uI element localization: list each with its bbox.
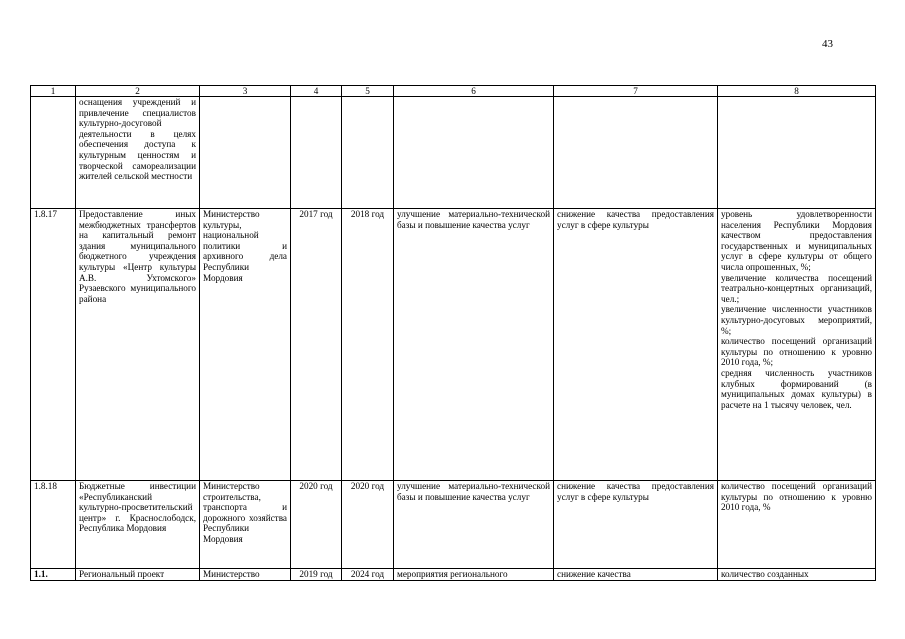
row-number: 1.8.17 — [31, 209, 76, 481]
indicator-line: количество посещений организаций культуры по отношению к уровню 2010 года, %; — [721, 336, 872, 368]
page-number: 43 — [822, 38, 833, 50]
row-number — [31, 97, 76, 209]
end-cell: 2018 год — [342, 209, 394, 481]
indicator-line: увеличение количества посещений театрально-концертных организаций, чел.; — [721, 272, 872, 304]
consequence-cell: снижение качества предоставления услуг в сфере культуры — [554, 481, 718, 569]
result-cell — [394, 97, 554, 209]
start-cell — [291, 97, 342, 209]
executor-cell — [200, 97, 291, 209]
indicator-line: количество посещений организаций культуры по отношению к уровню 2010 года, % — [721, 481, 872, 513]
table-row — [31, 209, 876, 481]
indicator-line: средняя численность участников клубных формирований (в муниципальных домах культуры) в расчете на 1 тысячу человек, чел. — [721, 367, 872, 410]
end-cell: 2020 год — [342, 481, 394, 569]
indicator-line: увеличение численности участников культурно-досуговых мероприятий, %; — [721, 304, 872, 336]
column-header: 2 — [76, 86, 200, 97]
indicators-cell — [718, 481, 876, 569]
column-header: 7 — [554, 86, 718, 97]
column-header: 4 — [291, 86, 342, 97]
table-row — [31, 97, 876, 209]
column-header: 6 — [394, 86, 554, 97]
result-cell: улучшение материально-технической базы и повышение качества услуг — [394, 481, 554, 569]
table-row — [31, 481, 876, 569]
result-cell: мероприятия регионального — [394, 569, 554, 581]
table-header-row — [31, 86, 876, 97]
start-cell: 2019 год — [291, 569, 342, 581]
end-cell — [342, 97, 394, 209]
consequence-cell: снижение качества предоставления услуг в сфере культуры — [554, 209, 718, 481]
indicator-line: уровень удовлетворенности населения Республики Мордовия качеством предоставления государственных и муниципальных услуг в сфере культуры от общего числа опрошенных, %; — [721, 209, 872, 272]
column-header: 3 — [200, 86, 291, 97]
consequence-cell — [554, 97, 718, 209]
event-cell: Региональный проект — [76, 569, 200, 581]
indicators-cell — [718, 569, 876, 581]
event-cell: оснащения учреждений и привлечение специалистов культурно-досуговой деятельности в целях обеспечения доступа к культурным ценностям и творческой самореализации жителей сельской местности — [76, 97, 200, 209]
table-row — [31, 569, 876, 581]
event-cell: Предоставление иных межбюджетных трансфертов на капитальный ремонт здания муниципального бюджетного учреждения культуры «Центр культуры А.В. Ухтомского» Рузаевского муниципального района — [76, 209, 200, 481]
result-cell: улучшение материально-технической базы и повышение качества услуг — [394, 209, 554, 481]
consequence-cell: снижение качества — [554, 569, 718, 581]
start-cell: 2017 год — [291, 209, 342, 481]
row-number: 1.1. — [31, 569, 76, 581]
start-cell: 2020 год — [291, 481, 342, 569]
column-header: 8 — [718, 86, 876, 97]
indicator-line: количество созданных — [721, 569, 809, 579]
event-cell: Бюджетные инвестиции «Республиканский культурно-просветительский центр» г. Краснослободск, Республика Мордовия — [76, 481, 200, 569]
indicators-cell — [718, 97, 876, 209]
column-header: 5 — [342, 86, 394, 97]
executor-cell: Министерство строительства, транспорта и дорожного хозяйства Республики Мордовия — [200, 481, 291, 569]
executor-cell: Министерство культуры, национальной политики и архивного дела Республики Мордовия — [200, 209, 291, 481]
events-table — [30, 85, 876, 581]
indicators-cell — [718, 209, 876, 481]
column-header: 1 — [31, 86, 76, 97]
executor-cell: Министерство — [200, 569, 291, 581]
row-number: 1.8.18 — [31, 481, 76, 569]
end-cell: 2024 год — [342, 569, 394, 581]
